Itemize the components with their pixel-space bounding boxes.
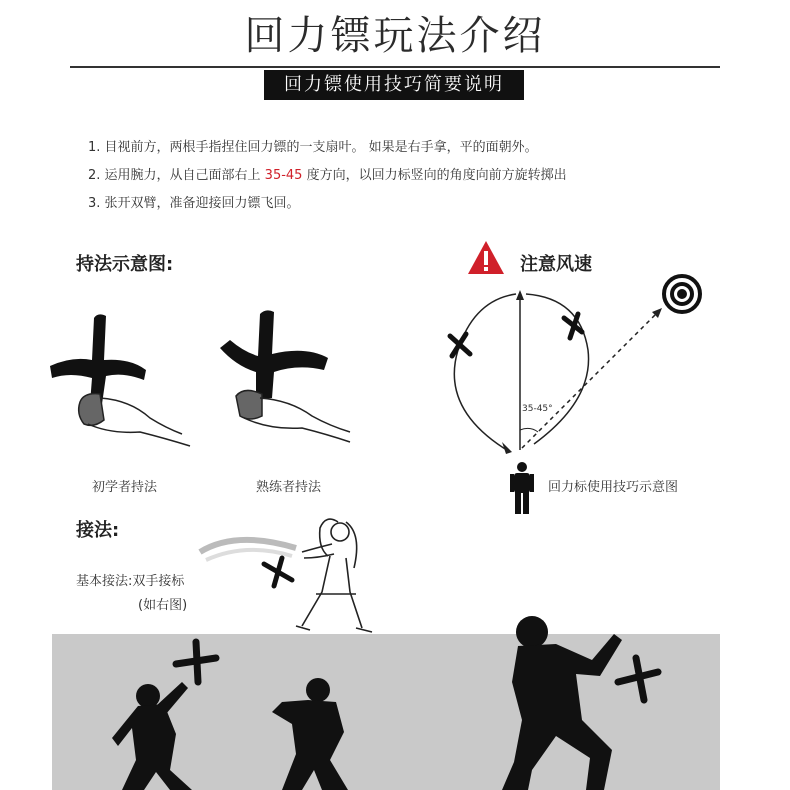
instruction-1: 1. 目视前方，两根手指捏住回力镖的一支扇叶。 如果是右手拿，平的面朝外。: [88, 140, 538, 155]
boomerang-icon: [50, 314, 146, 404]
throw-diagram-caption: 回力标使用技巧示意图: [548, 480, 679, 495]
instruction-2-text-b: 度方向，以回力标竖向的角度向前方旋转掷出: [302, 168, 567, 183]
angle-label: 35-45°: [522, 404, 553, 414]
catch-heading: 接法:: [76, 520, 120, 541]
target-icon: [664, 276, 700, 312]
instruction-2: [88, 164, 567, 183]
page-title: 回力镖玩法介绍: [244, 13, 546, 59]
grip-heading: 持法示意图:: [76, 254, 174, 275]
boomerang-icon: [264, 558, 292, 586]
beginner-grip-caption: 初学者持法: [92, 480, 158, 495]
catch-method: 基本接法:双手接标: [76, 574, 185, 589]
wind-heading: 注意风速: [520, 254, 592, 275]
title-divider: [70, 66, 720, 68]
instruction-3: 3. 张开双臂，准备迎接回力镖飞回。: [88, 196, 300, 211]
person-icon: [508, 462, 536, 514]
boomerang-icon: [220, 310, 328, 400]
beginner-grip-illustration: [40, 300, 200, 450]
expert-grip-caption: 熟练者持法: [256, 480, 322, 495]
catch-method-note: (如右图): [138, 598, 188, 613]
boomerang-icon: [564, 314, 582, 338]
instruction-2-text-a: 2. 运用腕力，从自己面部右上: [88, 168, 265, 183]
throw-diagram: [430, 270, 730, 490]
boomerang-icon: [450, 334, 470, 356]
subtitle-banner: 回力镖使用技巧简要说明: [264, 70, 524, 100]
expert-grip-illustration: [210, 300, 360, 450]
action-silhouettes: [52, 600, 720, 790]
boomerang-icon: [618, 658, 658, 700]
instruction-2-angle: 35-45: [264, 168, 303, 183]
boomerang-icon: [176, 642, 216, 682]
